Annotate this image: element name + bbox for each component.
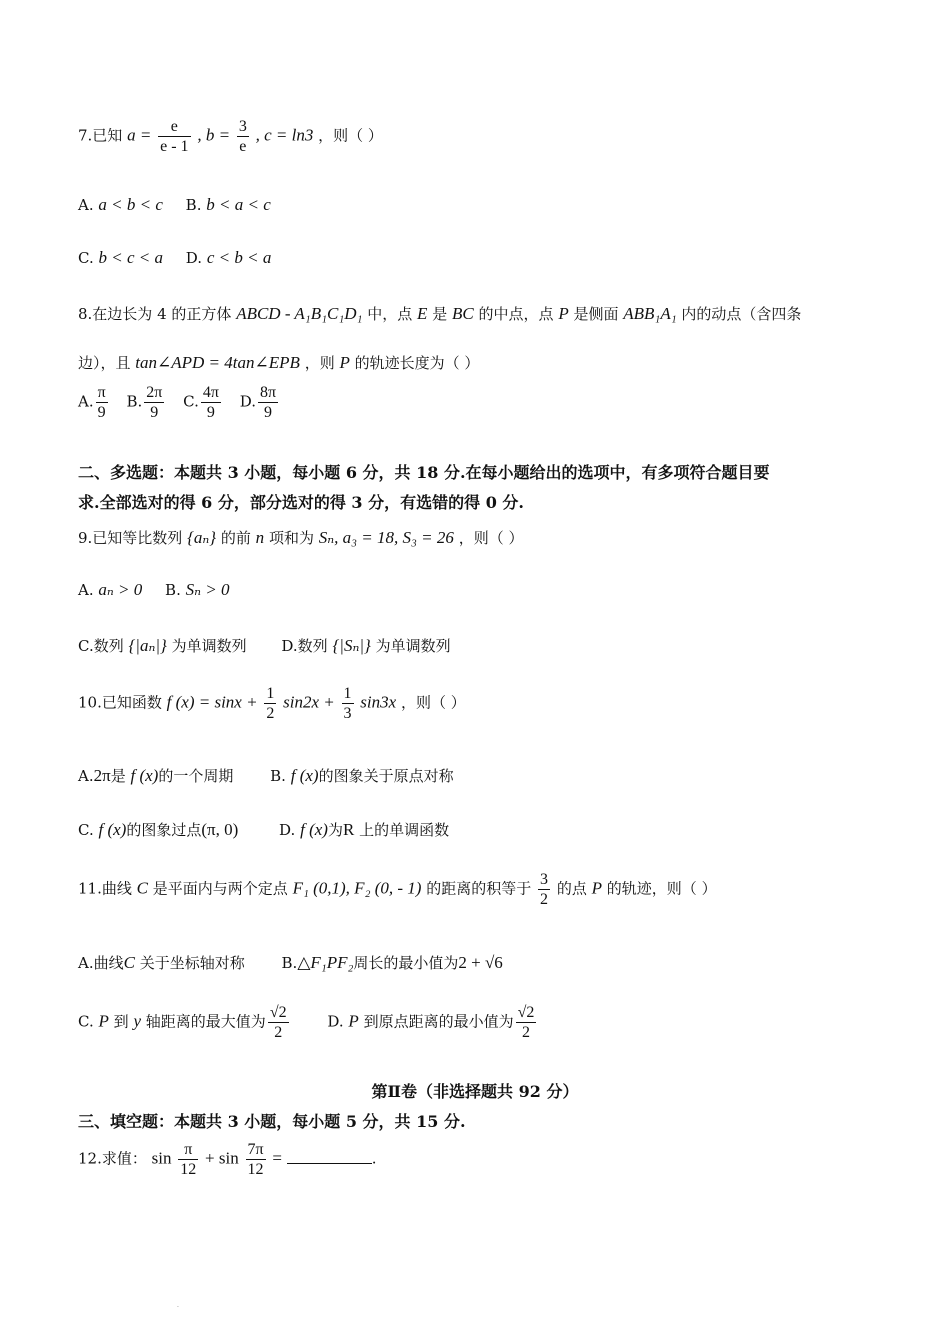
q8-line2: 边），且 tan∠APD = 4tan∠EPB ，则 P 的轨迹长度为（ ） xyxy=(78,353,480,372)
q10-option-b: B. f (x)的图象关于原点对称 xyxy=(270,766,454,785)
part2-title: 第Ⅱ卷（非选择题共 92 分） xyxy=(371,1082,579,1101)
q7-option-a: A. a < b < c xyxy=(78,195,163,214)
q7-prefix: 7.已知 xyxy=(78,126,123,145)
q7-option-c: C. b < c < a xyxy=(78,248,163,267)
q7-option-b: B. b < a < c xyxy=(185,195,271,214)
q9-condition: Sₙ, a₃ = 18, S₃ = 26 xyxy=(318,528,454,547)
q10-options-ab xyxy=(78,766,454,786)
q8-condition: tan∠APD = 4tan∠EPB xyxy=(135,353,300,372)
q8-face: ABB₁A₁ xyxy=(623,304,677,323)
q11-option-b: B.△F₁PF₂周长的最小值为2 + √6 xyxy=(281,953,503,972)
q9-option-d: D.数列 {|Sₙ|} 为单调数列 xyxy=(281,636,451,655)
q9-sequence: {aₙ} xyxy=(187,528,217,547)
q10-option-a: A.2π是 f (x)的一个周期 xyxy=(78,766,234,785)
q10-option-d: D. f (x)为R 上的单调函数 xyxy=(279,820,450,839)
q12-answer-blank xyxy=(287,1149,372,1164)
q8-option-a: A. $\frac{\pi}{9}$ xyxy=(78,384,106,422)
q8-line1: 8.在边长为 4 的正方体 ABCD - A₁B₁C₁D₁ 中，点 E 是 BC 的中点，点 P 是侧面 ABB₁A₁ 内的动点（含四条 xyxy=(78,304,802,323)
q8-option-d: D. $\frac{8\pi}{9}$ xyxy=(239,384,277,422)
q7-expr-b: , b = xyxy=(197,125,231,145)
q11-line: 11.曲线 C 是平面内与两个定点 F₁ (0,1), F₂ (0, - 1) 的距离的积等于 $\frac{3}{2}$ 的点 P 的轨迹，则（ ） xyxy=(78,871,717,909)
q8-options xyxy=(78,383,280,422)
q9-options-ab xyxy=(78,580,230,600)
q7-suffix: ，则（ ） xyxy=(318,126,383,145)
q7-expr-a: a = xyxy=(127,125,152,145)
q11-option-c: C. P 到 y 轴距离的最大值为 $\frac{√2}{2}$ xyxy=(78,1004,287,1042)
q9-options-cd xyxy=(78,636,451,656)
q7-frac1: $\frac{e}{e - 1}$ xyxy=(160,118,189,156)
q10-line: 10.已知函数 f (x) = sinx + $\frac{1}{2}$ sin2x + $\frac{1}{3}$ sin3x ，则（ ） xyxy=(78,685,466,723)
q7-frac2: $\frac{3}{e}$ xyxy=(238,118,247,156)
q10-options-cd xyxy=(78,820,449,840)
section2-heading-line1: 二、多选题：本题共 3 小题，每小题 6 分，共 18 分.在每小题给出的选项中，有多项符合题目要 xyxy=(78,463,770,482)
q10-frac1: $\frac{1}{2}$ xyxy=(266,685,275,723)
q9-option-b: B. Sₙ > 0 xyxy=(165,580,230,599)
section3-heading: 三、填空题：本题共 3 小题，每小题 5 分，共 15 分. xyxy=(78,1112,466,1131)
q7-options-ab xyxy=(78,195,271,215)
section2-heading-line2: 求.全部选对的得 6 分，部分选对的得 3 分，有选错的得 0 分. xyxy=(78,493,524,512)
q8-option-b: B. $\frac{2\pi}{9}$ xyxy=(126,384,163,422)
q12-line: 12.求值： sin $\frac{\pi}{12}$ + sin $\frac{7\pi}{12}$ = . xyxy=(78,1141,377,1179)
q9-option-c: C.数列 {|aₙ|} 为单调数列 xyxy=(78,636,247,655)
page-mark: . xyxy=(177,1302,179,1309)
q11-option-d: D. P 到原点距离的最小值为 $\frac{√2}{2}$ xyxy=(327,1004,535,1042)
q12-frac2: $\frac{7\pi}{12}$ xyxy=(247,1141,264,1179)
q7-options-cd xyxy=(78,248,271,268)
q10-option-c: C. f (x)的图象过点(π, 0) xyxy=(78,820,239,839)
q10-frac2: $\frac{1}{3}$ xyxy=(343,685,352,723)
q7-line xyxy=(78,117,383,156)
q11-option-a: A.曲线C 关于坐标轴对称 xyxy=(78,953,245,972)
q8-option-c: C. $\frac{4\pi}{9}$ xyxy=(183,384,219,422)
q11-options-cd xyxy=(78,1003,538,1042)
q7-expr-c: , c = ln3 xyxy=(255,125,314,145)
q11-points: F₁ (0,1), F₂ (0, - 1) xyxy=(292,878,422,898)
q8-cube: ABCD - A₁B₁C₁D₁ xyxy=(236,304,363,323)
q11-frac: $\frac{3}{2}$ xyxy=(540,871,549,909)
q9-option-a: A. aₙ > 0 xyxy=(78,580,143,599)
q11-options-ab xyxy=(78,953,503,973)
q12-frac1: $\frac{\pi}{12}$ xyxy=(180,1141,197,1179)
q7-option-d: D. c < b < a xyxy=(185,248,272,267)
q9-line: 9.已知等比数列 {aₙ} 的前 n 项和为 Sₙ, a₃ = 18, S₃ = 26 ，则（ ） xyxy=(78,528,524,547)
